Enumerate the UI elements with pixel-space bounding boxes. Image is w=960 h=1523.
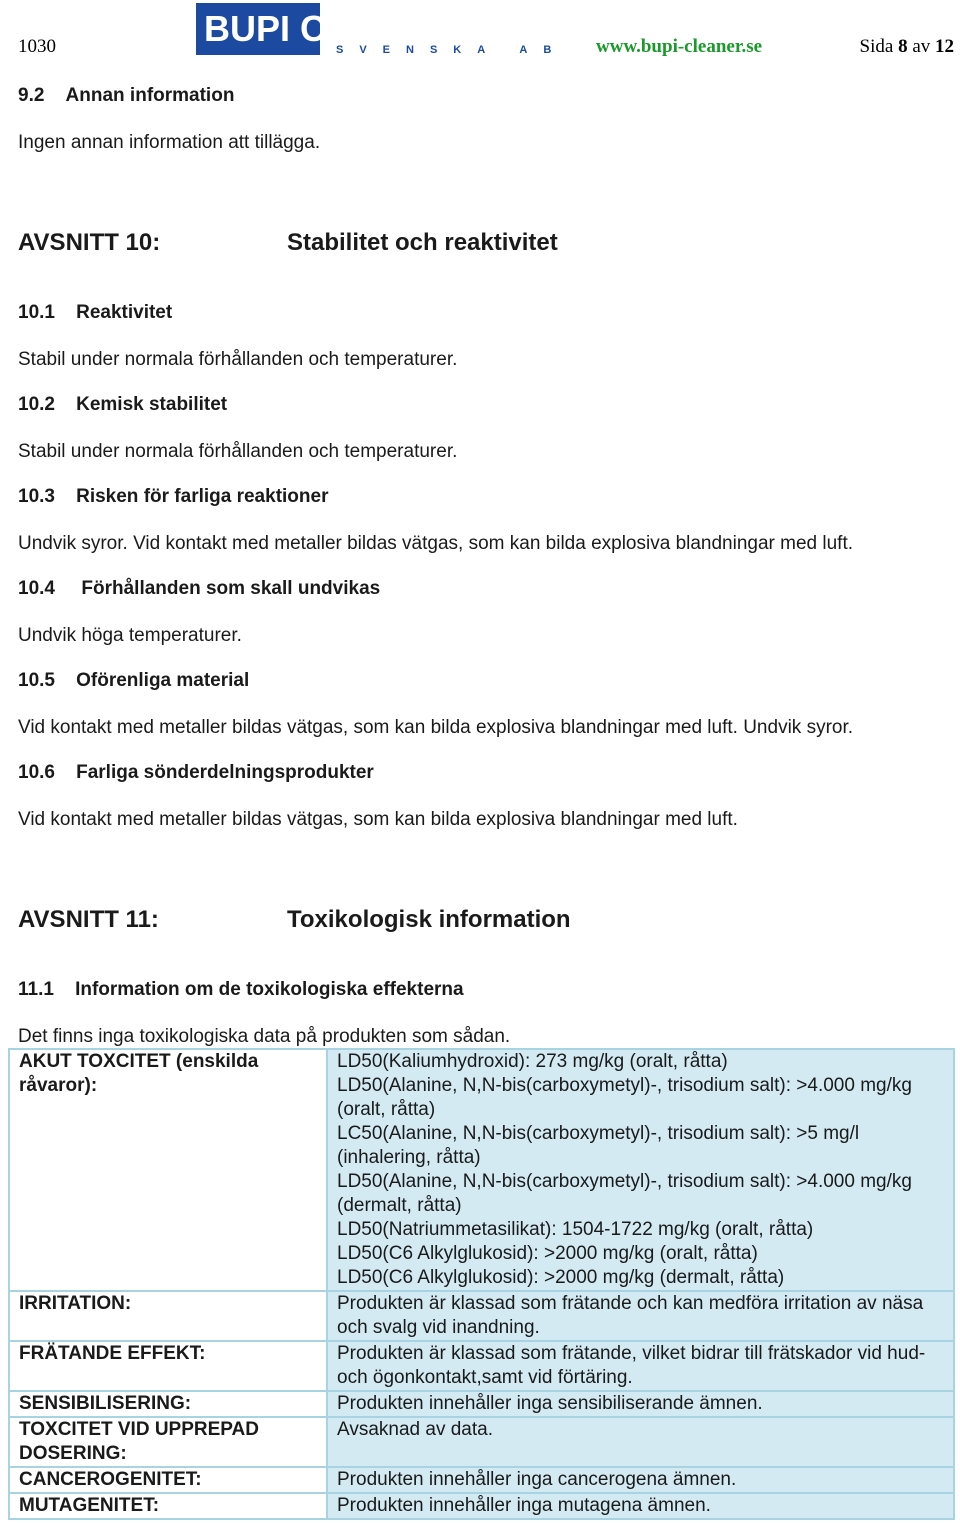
acute-toxicity-label: AKUT TOXCITET (enskilda råvaror): <box>9 1049 327 1291</box>
acute-line: LD50(C6 Alkylglukosid): >2000 mg/kg (dermalt, råtta) <box>337 1267 785 1288</box>
text-10-3: Undvik syror. Vid kontakt med metaller bildas vätgas, som kan bilda explosiva blandningar med luft. <box>18 533 854 554</box>
document-number: 1030 <box>18 36 56 57</box>
acute-line: LD50(Natriummetasilikat): 1504-1722 mg/kg (oralt, råtta) <box>337 1219 814 1240</box>
heading-9-2: 9.2 Annan information <box>18 85 235 106</box>
section-11-heading <box>18 906 571 934</box>
corrosive-value: Produkten är klassad som frätande, vilket bidrar till frätskador vid hud- och ögonkontakt,samt vid förtäring. <box>327 1341 954 1391</box>
heading-10-6: 10.6 Farliga sönderdelningsprodukter <box>18 762 374 783</box>
heading-10-2: 10.2 Kemisk stabilitet <box>18 394 228 415</box>
carcinogenicity-label: CANCEROGENITET: <box>9 1467 327 1493</box>
sensitization-value: Produkten innehåller inga sensibiliserande ämnen. <box>327 1391 954 1417</box>
text-10-4: Undvik höga temperaturer. <box>18 625 242 646</box>
carcinogenicity-value: Produkten innehåller inga cancerogena ämnen. <box>327 1467 954 1493</box>
corrosive-label: FRÄTANDE EFFEKT: <box>9 1341 327 1391</box>
logo-main-text: BUPI CLEANER <box>204 8 475 49</box>
table-row <box>9 1467 954 1493</box>
acute-toxicity-values <box>327 1049 954 1291</box>
table-row <box>9 1417 954 1467</box>
text-11-1: Det finns inga toxikologiska data på produkten som sådan. <box>18 1026 511 1047</box>
mutagenicity-value: Produkten innehåller inga mutagena ämnen. <box>327 1493 954 1519</box>
acute-line: LD50(Kaliumhydroxid): 273 mg/kg (oralt, råtta) <box>337 1051 728 1072</box>
table-row <box>9 1391 954 1417</box>
page-header <box>0 0 960 80</box>
section-10-heading <box>18 229 558 257</box>
text-10-6: Vid kontakt med metaller bildas vätgas, som kan bilda explosiva blandningar med luft. <box>18 809 738 830</box>
acute-line: LD50(Alanine, N,N-bis(carboxymetyl)-, trisodium salt): >4.000 mg/kg (dermalt, råtta) <box>337 1171 912 1216</box>
table-row <box>9 1049 954 1291</box>
sensitization-label: SENSIBILISERING: <box>9 1391 327 1417</box>
acute-line: LC50(Alanine, N,N-bis(carboxymetyl)-, trisodium salt): >5 mg/l (inhalering, råtta) <box>337 1123 860 1168</box>
page-number: Sida 8 av 12 <box>859 36 954 57</box>
table-row <box>9 1291 954 1341</box>
repeated-dose-label: TOXCITET VID UPPREPAD DOSERING: <box>9 1417 327 1467</box>
table-row <box>9 1493 954 1519</box>
acute-line: LD50(C6 Alkylglukosid): >2000 mg/kg (oralt, råtta) <box>337 1243 758 1264</box>
section-11-label: AVSNITT 11: <box>18 906 159 933</box>
irritation-value: Produkten är klassad som frätande och kan medföra irritation av näsa och svalg vid inandning. <box>327 1291 954 1341</box>
table-row <box>9 1341 954 1391</box>
repeated-dose-value: Avsaknad av data. <box>327 1417 954 1467</box>
section-10-title: Stabilitet och reaktivitet <box>287 229 558 256</box>
heading-11-1: 11.1 Information om de toxikologiska effekterna <box>18 979 464 1000</box>
bupi-cleaner-logo <box>196 3 568 56</box>
text-10-2: Stabil under normala förhållanden och temperaturer. <box>18 441 458 462</box>
heading-10-3: 10.3 Risken för farliga reaktioner <box>18 486 329 507</box>
text-10-1: Stabil under normala förhållanden och temperaturer. <box>18 349 458 370</box>
text-10-5: Vid kontakt med metaller bildas vätgas, som kan bilda explosiva blandningar med luft. Undvik syror. <box>18 717 854 738</box>
logo-sub-text: SVENSKA AB <box>336 44 568 56</box>
heading-10-4: 10.4 Förhållanden som skall undvikas <box>18 578 381 599</box>
heading-10-1: 10.1 Reaktivitet <box>18 302 173 323</box>
heading-10-5: 10.5 Oförenliga material <box>18 670 250 691</box>
irritation-label: IRRITATION: <box>9 1291 327 1341</box>
section-11-title: Toxikologisk information <box>287 906 571 933</box>
text-9-2: Ingen annan information att tillägga. <box>18 132 321 153</box>
toxicology-table <box>8 1048 955 1520</box>
section-10-label: AVSNITT 10: <box>18 229 161 256</box>
website-link[interactable]: www.bupi-cleaner.se <box>596 36 763 57</box>
mutagenicity-label: MUTAGENITET: <box>9 1493 327 1519</box>
acute-line: LD50(Alanine, N,N-bis(carboxymetyl)-, trisodium salt): >4.000 mg/kg (oralt, råtta) <box>337 1075 912 1120</box>
